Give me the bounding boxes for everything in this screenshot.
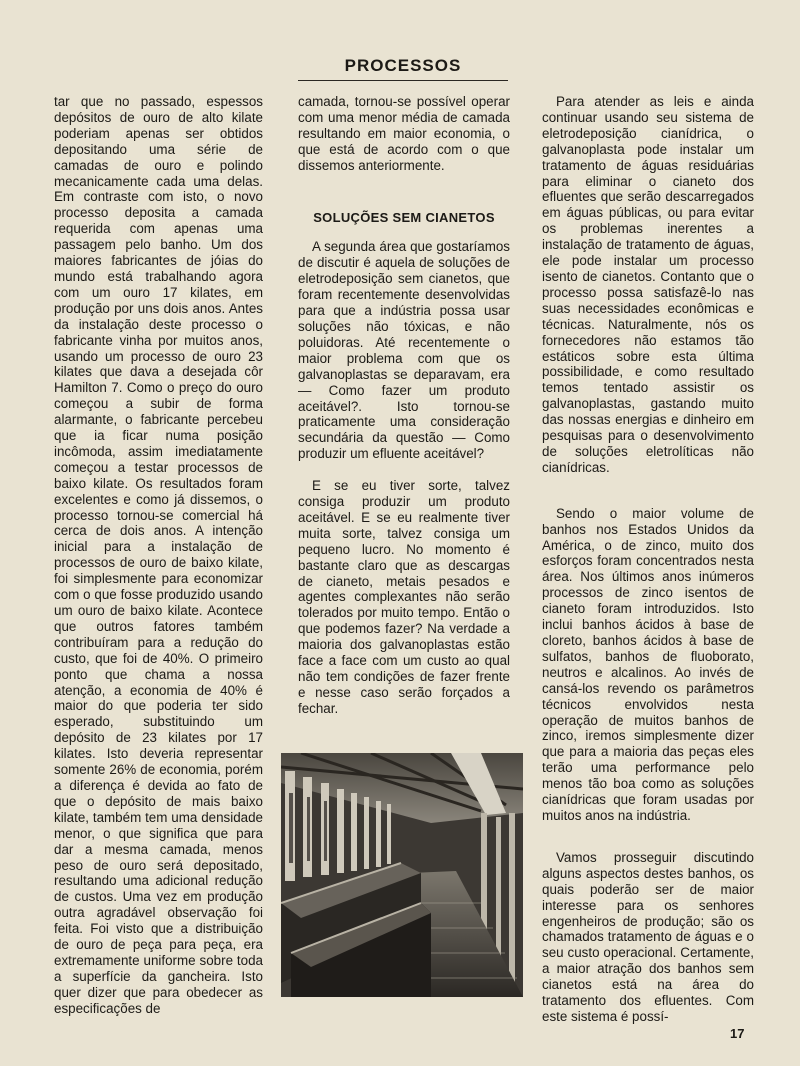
paragraph: Para atender as leis e ainda continuar usando seu sistema de eletrodeposição cianídrica, o galvanoplasta pode instalar um tratamento de águas residuárias para eliminar o cianeto dos efluentes que serão descarregados em águas públicas, ou para evitar os problemas inerentes a instalação de tratamento de águas, ele pode instalar um processo isento de cianetos. Contanto que o processo possa satisfazê-lo nas suas necessidades econômicas e técnicas. Naturalmente, nós os fornecedores não estamos tão estáticos sobre esta última possibilidade, e como resultado temos tentado assistir os galvanoplastas, gastando muito das nossas energias e dinheiro em pesquisas para o desenvolvimento de soluções eletrolíticas não cianídricas. — [542, 94, 754, 475]
factory-photo — [281, 753, 523, 997]
factory-photo-image — [281, 753, 523, 997]
column-right — [542, 94, 754, 1025]
paragraph: E se eu tiver sorte, talvez consiga produzir um produto aceitável. E se eu realmente tiver muita sorte, talvez consiga um pequeno lucro. No momento é bastante claro que as descargas de cianeto, metais pesados e agentes complexantes não serão tolerados por muito tempo. Então o que podemos fazer? Na verdade a maioria dos galvanoplastas estão face a face com um custo ao qual não tem condições de fazer frente e nesse caso serão forçados a fechar. — [298, 478, 510, 716]
paragraph: A segunda área que gostaríamos de discutir é aquela de soluções de eletrodeposição sem cianetos, que foram recentemente desenvolvidas para que a indústria possa usar soluções não tóxicas, e não poluidoras. Até recentemente o maior problema com que os galvanoplastas se deparavam, era — Como fazer um produto aceitável?. Isto tornou-se praticamente uma consideração secundária da questão — Como produzir um efluente aceitável? — [298, 239, 510, 462]
column-middle — [298, 94, 510, 717]
paragraph: tar que no passado, espessos depósitos de ouro de alto kilate poderiam apenas ser obtidos depositando uma série de camadas de ouro e polindo mecanicamente cada uma delas. Em contraste com isto, o novo processo deposita a camada requerida com apenas uma passagem pelo banho. Um dos maiores fabricantes de jóias do mundo está trabalhando agora com um ouro 17 kilates, em produção por uns dois anos. Antes da instalação deste processo o fabricante vinha por muitos anos, usando um processo de ouro 23 kilates que dava a desejada côr Hamilton 7. Como o preço do ouro começou a subir de forma alarmante, o fabricante percebeu que ia ficar numa posição incômoda, assim imediatamente começou a testar processos de baixo kilate. Os resultados foram excelentes e como já dissemos, o processo tornou-se comercial há cerca de dois anos. A intenção inicial para a instalação de processos de ouro de baixo kilate, foi simplesmente para economizar com o que fosse produzido usando um ouro de baixo kilate. Acontece que outros fatores também contribuíram para a redução do custo, que foi de 40%. O primeiro ponto que chama a nossa atenção, a economia de 40% é maior do que poderia ter sido esperado, substituindo um depósito de 23 kilates por 17 kilates. Isto deveria representar somente 26% de economia, porém a diferença é devida ao fato de que o depósito de mais baixo kilate, também tem uma densidade menor, o que significa que para dar a mesma camada, menos peso de ouro será depositado, resultando uma adicional redução de custos. Uma vez em produção outra agradável observação foi feita. Foi visto que a distribuição de ouro de peça para peça, era extremamente uniforme sobre toda a superfície da gancheira. Isto quer dizer que para obedecer as especificações de — [54, 94, 263, 1016]
paragraph: camada, tornou-se possível operar com uma menor média de camada resultando em maior economia, o que está de acordo com o que dissemos anteriormente. — [298, 94, 510, 173]
paragraph: Vamos prosseguir discutindo alguns aspectos destes banhos, os quais poderão ser de maior interesse para os senhores engenheiros de produção; são os chamados tratamento de águas e o seu custo operacional. Certamente, a maior atração dos banhos sem cianetos está na área do tratamento dos efluentes. Com este sistema é possí- — [542, 849, 754, 1024]
section-heading: SOLUÇÕES SEM CIANETOS — [313, 209, 495, 225]
section-title: PROCESSOS — [344, 56, 462, 75]
header-rule — [298, 80, 508, 81]
column-left — [54, 94, 263, 1017]
paragraph: Sendo o maior volume de banhos nos Estados Unidos da América, o de zinco, muito dos esforços foram concentrados nesta área. Nos últimos anos inúmeros processos de zinco isentos de cianeto foram introduzidos. Isto inclui banhos ácidos à base de cloreto, banhos ácidos à base de sulfatos, banhos de fluoborato, neutros e alcalinos. Ao invés de cansá-los revendo os parâmetros técnicos envolvidos nesta operação de muitos banhos de zinco, iremos simplesmente dizer que para a maioria das peças eles terão uma performance pelo menos tão boa como as soluções cianídricas que foram usadas por muitos anos na indústria. — [542, 505, 754, 823]
page-number: 17 — [730, 1026, 745, 1041]
section-header — [298, 56, 508, 76]
